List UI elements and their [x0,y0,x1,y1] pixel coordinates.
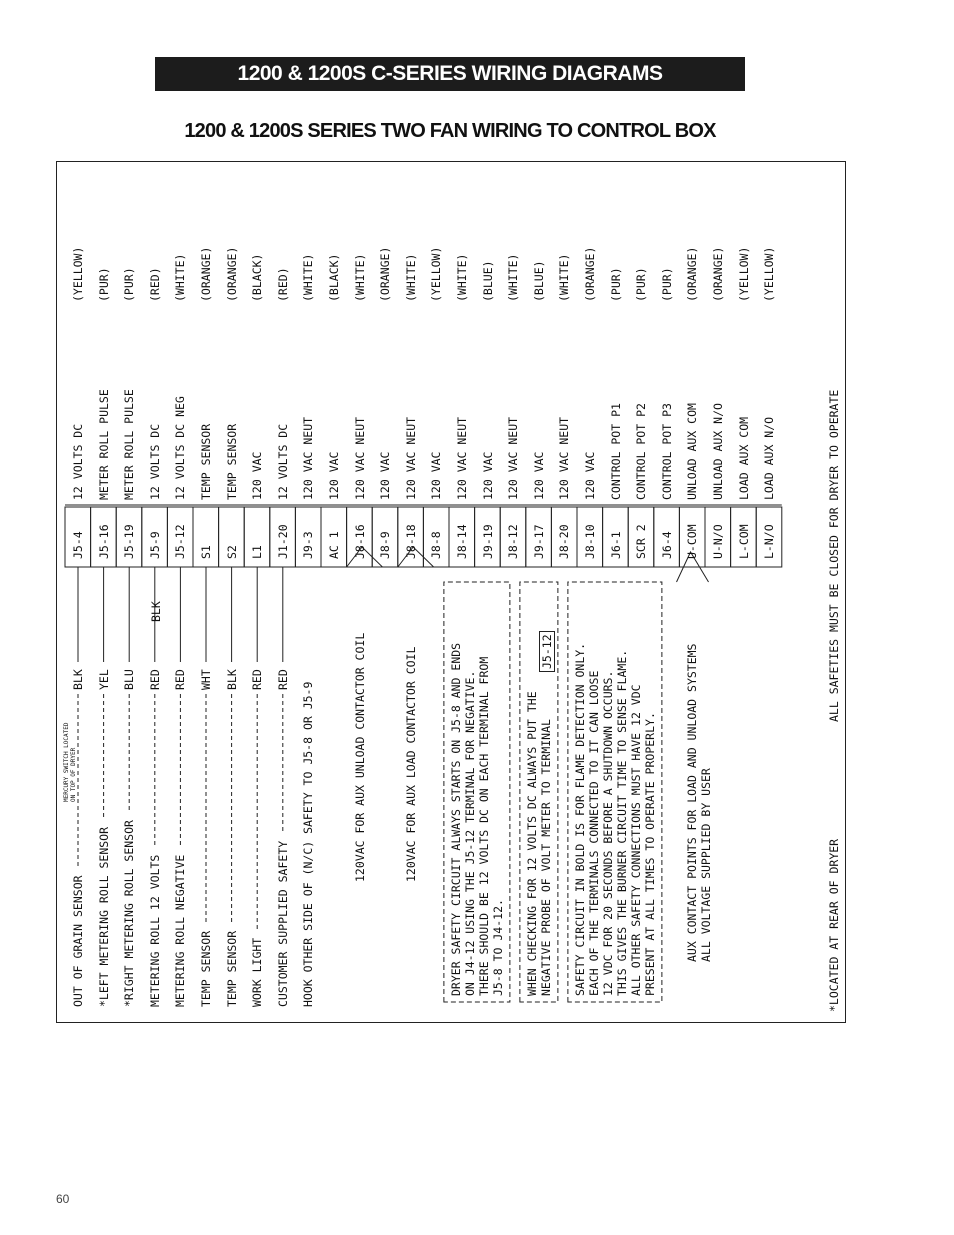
device-label: TEMP SENSOR [199,930,213,1007]
safety-note-line: THERE SHOULD BE 12 VOLTS DC ON EACH TERMINAL FROM [476,656,491,996]
terminal-function: 12 VOLTS DC [71,423,85,500]
terminal-function: 120 VAC [429,451,444,500]
terminal-id: J8-18 [403,524,418,559]
terminal-color: (BLACK) [327,253,341,302]
terminal-color: (BLUE) [531,260,546,302]
terminal-function: 120 VAC [250,451,265,500]
terminal-color: (ORANGE) [685,246,700,302]
checking-note-line: NEGATIVE PROBE OF VOLT METER TO TERMINAL [538,719,553,996]
terminal-function: LOAD AUX COM [736,416,751,500]
terminal-function: 120 VAC [480,451,495,500]
terminal-id: J5-12 [173,524,188,559]
section-banner [155,57,745,91]
terminal-function: 120 VAC [531,451,546,500]
terminal-color: (ORANGE) [199,246,213,302]
terminal-color: (WHITE) [557,253,572,302]
terminal-id: S2 [224,545,239,559]
terminal-function: 120 VAC [583,451,597,500]
terminal-function: 120 VAC [327,451,341,500]
terminal-color: (ORANGE) [711,246,725,302]
terminal-function: 12 VOLTS DC [275,423,290,500]
device-label: METERING ROLL 12 VOLTS [147,854,162,1007]
terminal-id: J9-19 [480,524,495,559]
terminal-id: J6-4 [659,531,674,559]
flame-note-line: SAFETY CIRCUIT IN BOLD IS FOR FLAME DETECTION ONLY. [572,642,587,996]
safeties-note: ALL SAFETIES MUST BE CLOSED FOR DRYER TO OPERATE [827,389,841,722]
terminal-color: (BLUE) [480,260,495,302]
safety-note-line: J5-8 TO J4-12. [490,899,505,996]
mercury-switch-note: MERCURY SWITCH LOCATED ON TOP OF DRYER [63,722,77,802]
device-label: TEMP SENSOR [224,930,239,1007]
aux-unload-coil-note: 120VAC FOR AUX UNLOAD CONTACTOR COIL [352,632,367,882]
terminal-color: (ORANGE) [583,246,597,302]
terminal-id: J8-12 [506,524,521,559]
terminal-color: (WHITE) [403,253,418,302]
flame-note-line: 12 VDC FOR 20 SECONDS BEFORE A SHUTDOWN OCCURS. [600,670,615,996]
terminal-function: 120 VAC NEUT [506,416,521,500]
terminal-function: 120 VAC NEUT [455,416,469,500]
flame-note-line: PRESENT AT ALL TIMES TO OPERATE PROPERLY. [642,712,657,996]
terminal-id: U-COM [685,524,700,559]
terminal-function: 120 VAC NEUT [301,416,316,500]
terminal-color: (PUR) [659,267,674,302]
terminal-id: J8-10 [583,524,597,559]
flame-note-line: THIS GIVES THE BURNER CIRCUIT TIME TO SENSE FLAME. [614,649,629,996]
terminal-color: (YELLOW) [762,246,777,302]
terminal-id: L1 [250,545,265,559]
terminal-id: S1 [199,545,213,559]
wire-color: BLK [224,669,239,690]
terminal-color: (WHITE) [173,253,188,302]
wire-color: RED [173,669,188,690]
flame-note-line: ALL OTHER SAFETY CONNECTIONS MUST HAVE 12 VDC [628,684,643,996]
wire-color: BLK [71,669,85,690]
terminal-color: (YELLOW) [736,246,751,302]
wire-color: BLU [122,669,137,690]
terminal-color: (PUR) [122,267,137,302]
terminal-id: AC 1 [327,531,341,559]
terminal-id: J8-14 [455,524,469,559]
terminal-function: 12 VOLTS DC [147,423,162,500]
device-label: CUSTOMER SUPPLIED SAFETY [275,840,290,1007]
terminal-function: CONTROL POT P1 [608,403,623,500]
terminal-function: LOAD AUX N/O [762,416,777,500]
terminal-function: METER ROLL PULSE [122,389,137,500]
terminal-function: CONTROL POT P3 [659,403,674,500]
terminal-id: J8-16 [352,524,367,559]
terminal-id: L-N/O [762,524,777,559]
checking-terminal: J5-12 [539,631,555,672]
terminal-id: J9-17 [531,524,546,559]
terminal-function: 120 VAC NEUT [352,416,367,500]
terminal-function: 120 VAC [378,451,393,500]
terminal-color: (WHITE) [352,253,367,302]
device-label: *LEFT METERING ROLL SENSOR [96,826,111,1007]
terminal-id: J8-9 [378,531,393,559]
wire-color: WHT [199,669,213,690]
terminal-color: (PUR) [96,267,111,302]
terminal-color: (PUR) [608,267,623,302]
aux-load-coil-note: 120VAC FOR AUX LOAD CONTACTOR COIL [403,646,418,882]
page-number: 60 [56,1192,70,1206]
wiring-diagram-frame [56,161,846,1023]
flame-note-line: EACH OF THE TERMINALS CONNECTED TO IT CAN LOOSE [586,670,601,996]
terminal-color: (WHITE) [506,253,521,302]
terminal-function: UNLOAD AUX COM [685,403,700,500]
terminal-function: 12 VOLTS DC NEG [173,396,188,500]
terminal-color: (WHITE) [301,253,316,302]
terminal-id: L-COM [736,524,751,559]
terminal-id: J9-3 [301,531,316,559]
device-label: OUT OF GRAIN SENSOR [71,875,85,1007]
terminal-function: METER ROLL PULSE [96,389,111,500]
terminal-function: 120 VAC NEUT [403,416,418,500]
device-label: METERING ROLL NEGATIVE [173,854,188,1007]
terminal-color: (RED) [147,267,162,302]
terminal-id: SCR 2 [634,524,649,559]
terminal-color: (BLACK) [250,253,265,302]
aux-points-line: AUX CONTACT POINTS FOR LOAD AND UNLOAD SYSTEMS [684,643,699,962]
terminal-color: (YELLOW) [429,246,444,302]
terminal-id: J1-20 [275,524,290,559]
terminal-color: (YELLOW) [71,246,85,302]
terminal-id: U-N/O [711,524,725,559]
terminal-color: (ORANGE) [224,246,239,302]
wire-color: YEL [96,669,111,690]
rear-location-note: *LOCATED AT REAR OF DRYER [827,838,841,1012]
terminal-id: J8-8 [429,531,444,559]
device-label: *RIGHT METERING ROLL SENSOR [122,820,137,1007]
wire-color: RED [275,669,290,690]
aux-points-line: ALL VOLTAGE SUPPLIED BY USER [698,768,713,962]
safety-note-line: ON J4-12 USING THE J5-12 TERMINAL FOR NEGATIVE. [462,670,477,996]
diagram-title: 1200 & 1200S SERIES TWO FAN WIRING TO CONTROL BOX [184,120,716,142]
terminal-id: J5-16 [96,524,111,559]
terminal-function: CONTROL POT P2 [634,403,649,500]
terminal-function: 120 VAC NEUT [557,416,572,500]
terminal-color: (PUR) [634,267,649,302]
wire-color: RED [250,669,265,690]
terminal-id: J5-9 [147,531,162,559]
banner-title: 1200 & 1200S C-SERIES WIRING DIAGRAMS [237,62,663,85]
terminal-id: J8-20 [557,524,572,559]
device-label: WORK LIGHT [250,937,265,1007]
safety-note-line: DRYER SAFETY CIRCUIT ALWAYS STARTS ON J5-8 AND ENDS [448,642,463,996]
terminal-id: J5-19 [122,524,137,559]
terminal-function: TEMP SENSOR [199,423,213,500]
terminal-color: (ORANGE) [378,246,393,302]
hook-note: HOOK OTHER SIDE OF (N/C) SAFETY TO J5-8 OR J5-9 [301,681,316,1007]
terminal-color: (WHITE) [455,253,469,302]
terminal-function: UNLOAD AUX N/O [711,403,725,500]
terminal-function: TEMP SENSOR [224,423,239,500]
wire-color: RED [147,669,162,690]
terminal-id: J5-4 [71,531,85,559]
wiring-diagram-rotated [57,162,845,1022]
terminal-id: J6-1 [608,531,623,559]
terminal-color: (RED) [275,267,290,302]
checking-note-line: WHEN CHECKING FOR 12 VOLTS DC ALWAYS PUT THE [524,691,539,996]
inner-wire-blk: BLK [149,601,164,622]
